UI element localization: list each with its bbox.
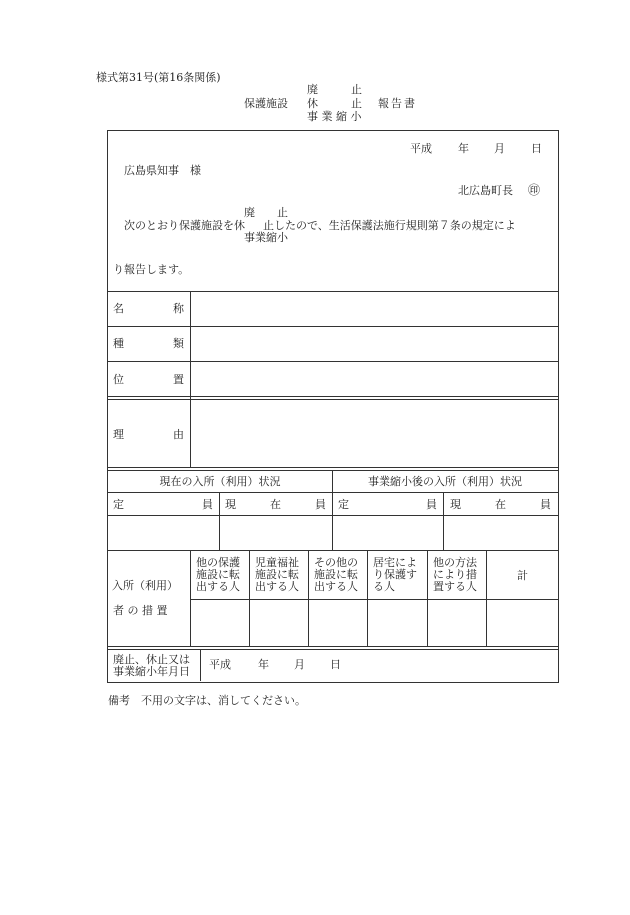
measure-col-total: 計 [517, 569, 528, 582]
seal-mark: ㊞ [528, 183, 541, 197]
divider [108, 646, 558, 647]
field-reason-value[interactable] [191, 400, 557, 467]
measure-col-home-care: 居宅によ り保護す る人 [373, 556, 417, 593]
measures-label-bottom: 者 の 措 置 [113, 604, 168, 617]
field-label-reason: 理 由 [113, 428, 184, 441]
divider [108, 550, 558, 551]
body-option-abolish: 廃 止 [244, 206, 288, 219]
divider [108, 470, 558, 471]
field-location-value[interactable] [191, 362, 557, 396]
measure-col-other-facility: 他の保護 施設に転 出する人 [196, 556, 240, 593]
title-suffix: 報告書 [378, 97, 417, 110]
field-type-value[interactable] [191, 327, 557, 361]
field-label-location: 位 置 [113, 373, 184, 386]
divider [108, 492, 558, 493]
measure-value-cell[interactable] [191, 600, 249, 646]
measure-total-cell[interactable] [487, 600, 557, 646]
date-day-label: 日 [531, 142, 542, 155]
title-option-abolish: 廃 止 [307, 83, 362, 96]
after-status-header: 事業縮小後の入所（利用）状況 [368, 475, 522, 488]
current-capacity-label: 定 員 [113, 498, 213, 511]
body-text-end: り報告します。 [113, 263, 190, 276]
field-label-type: 種 類 [113, 337, 184, 350]
current-capacity-value[interactable] [108, 516, 219, 550]
measures-label-top: 入所（利用） [112, 579, 178, 592]
closing-date-year-label: 年 [258, 658, 269, 671]
after-capacity-value[interactable] [333, 516, 443, 550]
field-name-value[interactable] [191, 292, 557, 326]
measure-col-other-institution: その他の 施設に転 出する人 [314, 556, 358, 593]
date-month-label: 月 [494, 142, 505, 155]
body-option-suspend: 休 [234, 219, 245, 232]
title-option-suspend: 休 止 [307, 97, 362, 110]
current-status-header: 現在の入所（利用）状況 [159, 475, 281, 488]
divider [108, 649, 558, 650]
current-present-value[interactable] [220, 516, 332, 550]
measure-value-cell[interactable] [368, 600, 427, 646]
body-option-reduce: 事業縮小 [244, 231, 288, 244]
footnote: 備考 不用の文字は、消してください。 [108, 694, 306, 707]
body-text-before: 次のとおり保護施設を [124, 219, 234, 232]
form-number: 様式第31号(第16条関係) [96, 71, 221, 84]
divider [108, 396, 558, 397]
after-present-label: 現 在 員 [450, 498, 551, 511]
closing-date-label: 廃止、休止又は 事業縮小年月日 [113, 653, 190, 678]
sender: 北広島町長 [458, 184, 513, 197]
current-present-label: 現 在 員 [225, 498, 326, 511]
closing-date-month-label: 月 [294, 658, 305, 671]
measure-value-cell[interactable] [428, 600, 486, 646]
addressee: 広島県知事 様 [124, 164, 201, 177]
measure-value-cell[interactable] [250, 600, 308, 646]
field-label-name: 名 称 [113, 302, 184, 315]
closing-date-era: 平成 [209, 658, 231, 671]
after-present-value[interactable] [444, 516, 557, 550]
measure-col-child-welfare: 児童福祉 施設に転 出する人 [255, 556, 299, 593]
measure-value-cell[interactable] [309, 600, 367, 646]
title-prefix: 保護施設 [244, 97, 288, 110]
measure-col-other-method: 他の方法 により措 置する人 [433, 556, 477, 593]
title-option-reduce: 事 業 縮 小 [307, 110, 362, 123]
date-era: 平成 [410, 142, 432, 155]
divider [200, 649, 201, 681]
divider [108, 467, 558, 468]
date-year-label: 年 [458, 142, 469, 155]
closing-date-day-label: 日 [330, 658, 341, 671]
after-capacity-label: 定 員 [338, 498, 437, 511]
body-text-after: 止したので、生活保護法施行規則第７条の規定によ [263, 219, 516, 232]
